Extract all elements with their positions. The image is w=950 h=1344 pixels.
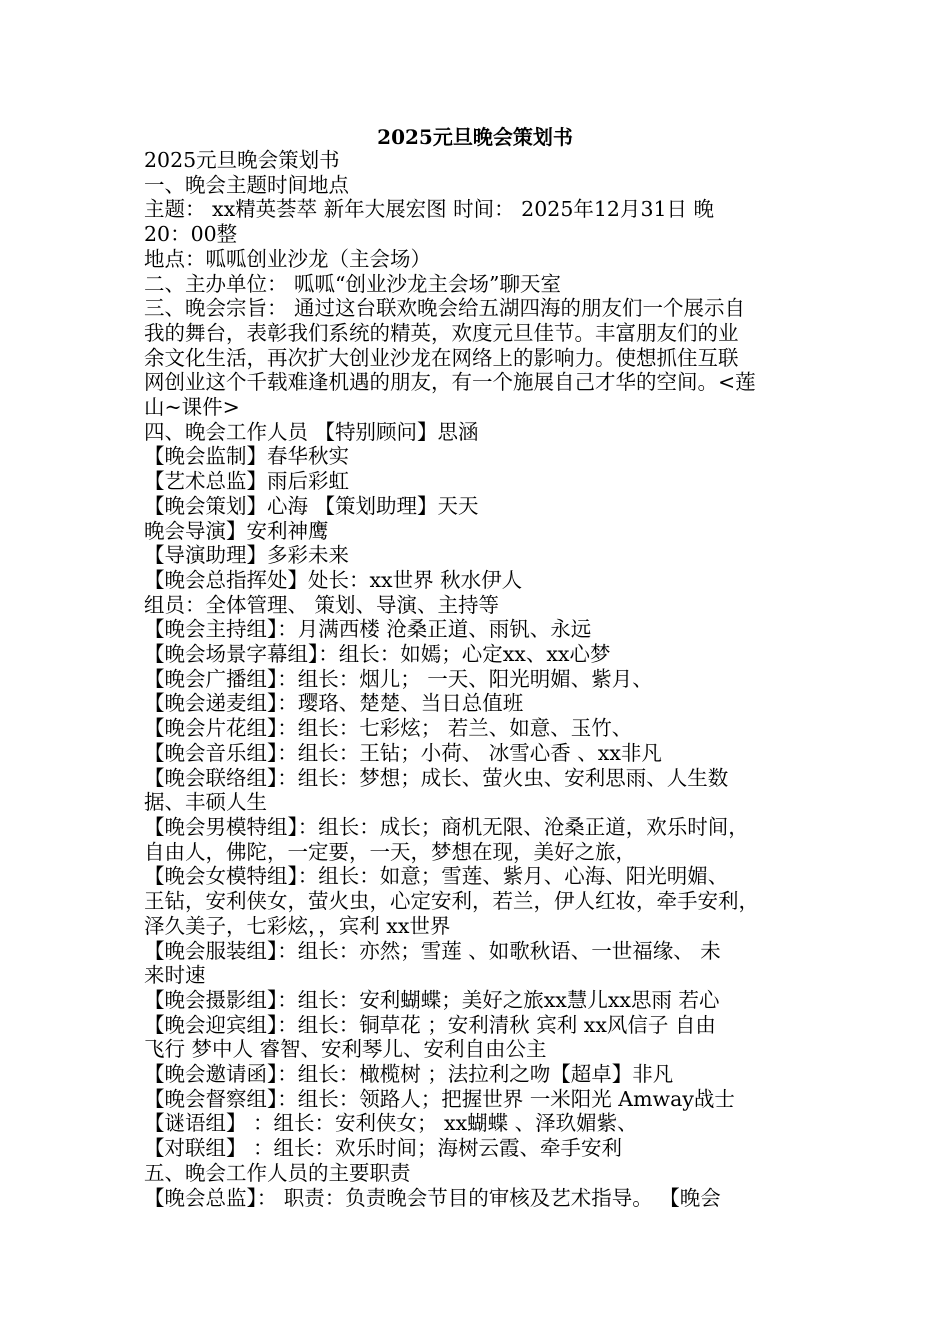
text-line: 组员：全体管理、 策划、导演、主持等 [144, 592, 500, 617]
text-line: 【晚会迎宾组】：组长：铜草花 ；安利清秋 宾利 xx风信子 自由 [144, 1012, 716, 1037]
text-line: 【晚会监制】春华秋实 [144, 444, 349, 469]
text-line: 【晚会联络组】：组长：梦想；成长、萤火虫、安利思雨、人生数 [144, 765, 729, 790]
text-line: 【晚会邀请函】：组长：橄榄树 ；法拉利之吻【超卓】非凡 [144, 1062, 674, 1087]
text-line: 四、晚会工作人员 【特别顾问】思涵 [144, 419, 479, 444]
text-line: 地点：呱呱创业沙龙（主会场） [144, 246, 431, 271]
text-line: 【晚会递麦组】：璎珞、楚楚、当日总值班 [144, 691, 524, 716]
text-line: 【晚会音乐组】：组长：王钻；小荷、 冰雪心香 、xx非凡 [144, 740, 662, 765]
text-line: 一、晚会主题时间地点 [144, 172, 349, 197]
text-line: 网创业这个千载难逢机遇的朋友，有一个施展自己才华的空间。<莲 [144, 370, 756, 395]
text-line: 【晚会广播组】：组长：烟儿； 一天、阳光明媚、紫月、 [144, 666, 653, 691]
text-line: 【晚会策划】心海 【策划助理】天天 [144, 493, 479, 518]
text-line: 【晚会督察组】：组长：领路人；把握世界 一米阳光 Amway战士 [144, 1086, 735, 1111]
text-line: 【晚会总监】： 职责：负责晚会节目的审核及艺术指导。 【晚会 [144, 1185, 721, 1210]
text-line: 来时速 [144, 963, 206, 988]
document-body [144, 148, 808, 1210]
text-line: 2025元旦晚会策划书 [144, 148, 340, 172]
text-line: 我的舞台，表彰我们系统的精英，欢度元旦佳节。丰富朋友们的业 [144, 320, 739, 345]
text-line: 晚会导演】安利神鹰 [144, 518, 329, 543]
text-line: 【晚会男模特组】：组长：成长；商机无限、沧桑正道，欢乐时间， [144, 814, 749, 839]
text-line: 【晚会主持组】：月满西楼 沧桑正道、雨钒、永远 [144, 617, 592, 642]
text-line: 【谜语组】 ：组长：安利侠女； xx蝴蝶 、泽玖媚紫、 [144, 1111, 638, 1136]
text-line: 主题： xx精英荟萃 新年大展宏图 时间： 2025年12月31日 晚 [144, 197, 715, 222]
text-line: 五、晚会工作人员的主要职责 [144, 1160, 411, 1185]
text-line: 飞行 梦中人 睿智、安利琴儿、安利自由公主 [144, 1037, 547, 1062]
text-line: 山~课件> [144, 395, 240, 420]
text-line: 【导演助理】多彩未来 [144, 543, 349, 568]
text-line: 【晚会片花组】：组长：七彩炫； 若兰、如意、玉竹、 [144, 716, 633, 741]
text-line: 【对联组】 ：组长：欢乐时间；海树云霞、牵手安利 [144, 1136, 623, 1161]
text-line: 泽久美子，七彩炫，，宾利 xx世界 [144, 913, 451, 938]
text-line: 【晚会服装组】：组长：亦然；雪莲 、如歌秋语、一世福缘、 未 [144, 938, 721, 963]
text-line: 【晚会女模特组】：组长：如意；雪莲、紫月、心海、阳光明媚、 [144, 864, 729, 889]
document-title: 2025元旦晚会策划书 [377, 125, 573, 149]
text-line: 【晚会场景字幕组】：组长：如嫣；心定xx、xx心梦 [144, 642, 611, 667]
text-line: 三、晚会宗旨： 通过这台联欢晚会给五湖四海的朋友们一个展示自 [144, 296, 746, 321]
text-line: 二、主办单位： 呱呱“创业沙龙主会场”聊天室 [144, 271, 561, 296]
text-line: 【晚会摄影组】：组长：安利蝴蝶；美好之旅xx慧儿xx思雨 若心 [144, 987, 720, 1012]
text-line: 【晚会总指挥处】处长：xx世界 秋水伊人 [144, 567, 523, 592]
text-line: 王钻，安利侠女，萤火虫，心定安利，若兰，伊人红妆，牵手安利， [144, 889, 759, 914]
text-line: 20：00整 [144, 222, 238, 247]
text-line: 余文化生活，再次扩大创业沙龙在网络上的影响力。使想抓住互联 [144, 345, 739, 370]
text-line: 据、丰硕人生 [144, 790, 267, 815]
text-line: 自由人，佛陀，一定要，一天，梦想在现，美好之旅， [144, 839, 636, 864]
text-line: 【艺术总监】雨后彩虹 [144, 469, 349, 494]
